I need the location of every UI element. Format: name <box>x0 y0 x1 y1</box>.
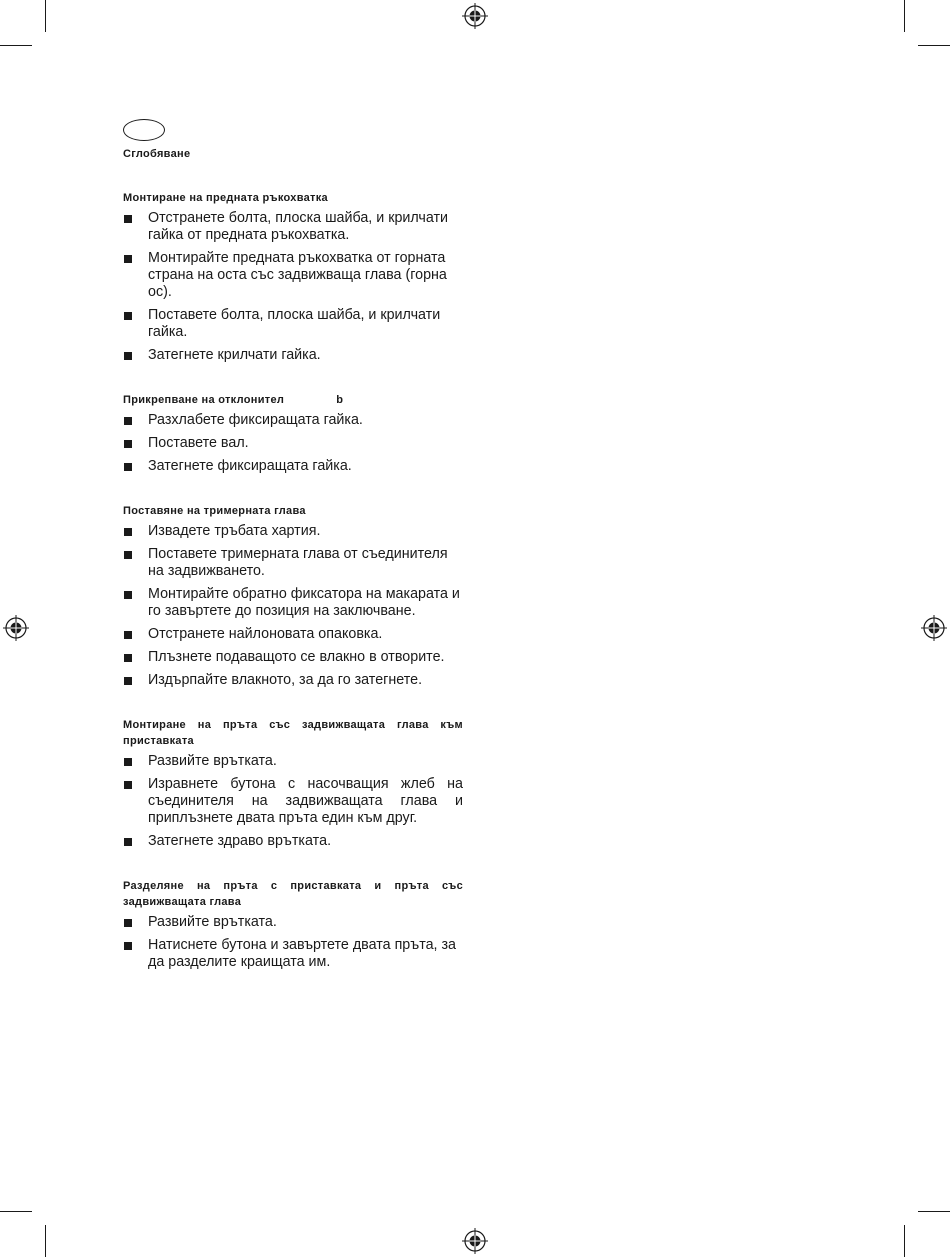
block-heading-text: Разделяне на пръта с приставката и пръта със задвижващата глава <box>123 880 463 908</box>
block-front-handle <box>123 190 463 364</box>
block-deflector <box>123 392 463 475</box>
list-item <box>123 649 463 666</box>
step-text: Плъзнете подаващото се влакно в отворите. <box>148 649 445 665</box>
list-item <box>123 347 463 364</box>
crop-mark-top-right-v <box>904 0 905 32</box>
list-item <box>123 753 463 770</box>
bullet-icon <box>124 631 132 639</box>
bullet-icon <box>124 215 132 223</box>
list-item <box>123 672 463 689</box>
bullet-icon <box>124 255 132 263</box>
list-item <box>123 412 463 429</box>
bullet-icon <box>124 440 132 448</box>
block-heading-text: Прикрепване на отклонител <box>123 394 285 406</box>
crop-mark-bottom-left-h <box>0 1211 32 1212</box>
block-heading <box>123 392 463 408</box>
list-item <box>123 914 463 931</box>
bullet-icon <box>124 677 132 685</box>
step-text: Монтирайте предната ръкохватка от горната страна на оста със задвижваща глава (горна ос). <box>148 250 447 300</box>
crop-mark-top-left-h <box>0 45 32 46</box>
steps-list <box>123 914 463 971</box>
block-mount-shaft <box>123 717 463 850</box>
bullet-icon <box>124 528 132 536</box>
list-item <box>123 626 463 643</box>
bullet-icon <box>124 654 132 662</box>
block-heading <box>123 717 463 749</box>
bullet-icon <box>124 838 132 846</box>
step-text: Монтирайте обратно фиксатора на макарата и го завъртете до позиция на заключване. <box>148 586 460 619</box>
steps-list <box>123 412 463 475</box>
registration-mark-bottom-icon <box>462 1228 488 1254</box>
block-heading-text: Монтиране на пръта със задвижващата глава към приставката <box>123 719 463 747</box>
list-item <box>123 435 463 452</box>
steps-list <box>123 753 463 850</box>
step-text: Отстранете найлоновата опаковка. <box>148 626 383 642</box>
list-item <box>123 210 463 244</box>
bullet-icon <box>124 758 132 766</box>
block-heading <box>123 878 463 910</box>
list-item <box>123 776 463 827</box>
registration-mark-top-icon <box>462 3 488 29</box>
step-text: Затегнете здраво връткатa. <box>148 833 332 849</box>
step-text: Затегнете фиксиращата гайка. <box>148 458 352 474</box>
figure-reference: b <box>336 394 344 406</box>
steps-list <box>123 523 463 689</box>
step-text: Отстранете болта, плоска шайба, и крилчати гайка от предната ръкохватка. <box>148 210 449 243</box>
step-text: Разхлабете фиксиращата гайка. <box>148 412 363 428</box>
bullet-icon <box>124 312 132 320</box>
list-item <box>123 458 463 475</box>
list-item <box>123 307 463 341</box>
step-text: Поставете вал. <box>148 435 249 451</box>
list-item <box>123 937 463 971</box>
step-text: Извадете тръбата хартия. <box>148 523 321 539</box>
step-text: Затегнете крилчати гайка. <box>148 347 321 363</box>
steps-list <box>123 210 463 364</box>
step-text: Поставете болта, плоска шайба, и крилчати гайка. <box>148 307 441 340</box>
step-text: Изравнете бутона с насочващия жлеб на съединителя на задвижващата глава и приплъзнете двата пръта един към друг. <box>148 776 463 826</box>
block-heading-text: Поставяне на тримерната глава <box>123 505 306 517</box>
instructions-content <box>123 190 463 989</box>
step-text: Издърпайте влакното, за да го затегнете. <box>148 672 423 688</box>
block-heading <box>123 190 463 206</box>
bullet-icon <box>124 463 132 471</box>
bullet-icon <box>124 352 132 360</box>
step-text: Натиснете бутона и завъртете двата пръта, за да разделите краищата им. <box>148 937 456 970</box>
block-heading-text: Монтиране на предната ръкохватка <box>123 192 328 204</box>
section-title: Сглобяване <box>123 148 191 160</box>
list-item <box>123 546 463 580</box>
step-text: Развийте врътката. <box>148 753 277 769</box>
bullet-icon <box>124 919 132 927</box>
list-item <box>123 833 463 850</box>
block-separate-shaft <box>123 878 463 971</box>
crop-mark-top-left-v <box>45 0 46 32</box>
block-heading <box>123 503 463 519</box>
registration-mark-right-icon <box>921 615 947 641</box>
crop-mark-bottom-left-v <box>45 1225 46 1257</box>
block-trimmer-head <box>123 503 463 689</box>
step-text: Развийте врътката. <box>148 914 277 930</box>
step-text: Поставете тримерната глава от съединителя на задвижването. <box>148 546 448 579</box>
list-item <box>123 586 463 620</box>
crop-mark-top-right-h <box>918 45 950 46</box>
list-item <box>123 523 463 540</box>
crop-mark-bottom-right-v <box>904 1225 905 1257</box>
bullet-icon <box>124 551 132 559</box>
registration-mark-left-icon <box>3 615 29 641</box>
bullet-icon <box>124 417 132 425</box>
list-item <box>123 250 463 301</box>
bullet-icon <box>124 942 132 950</box>
language-badge <box>123 119 165 141</box>
bullet-icon <box>124 781 132 789</box>
bullet-icon <box>124 591 132 599</box>
crop-mark-bottom-right-h <box>918 1211 950 1212</box>
